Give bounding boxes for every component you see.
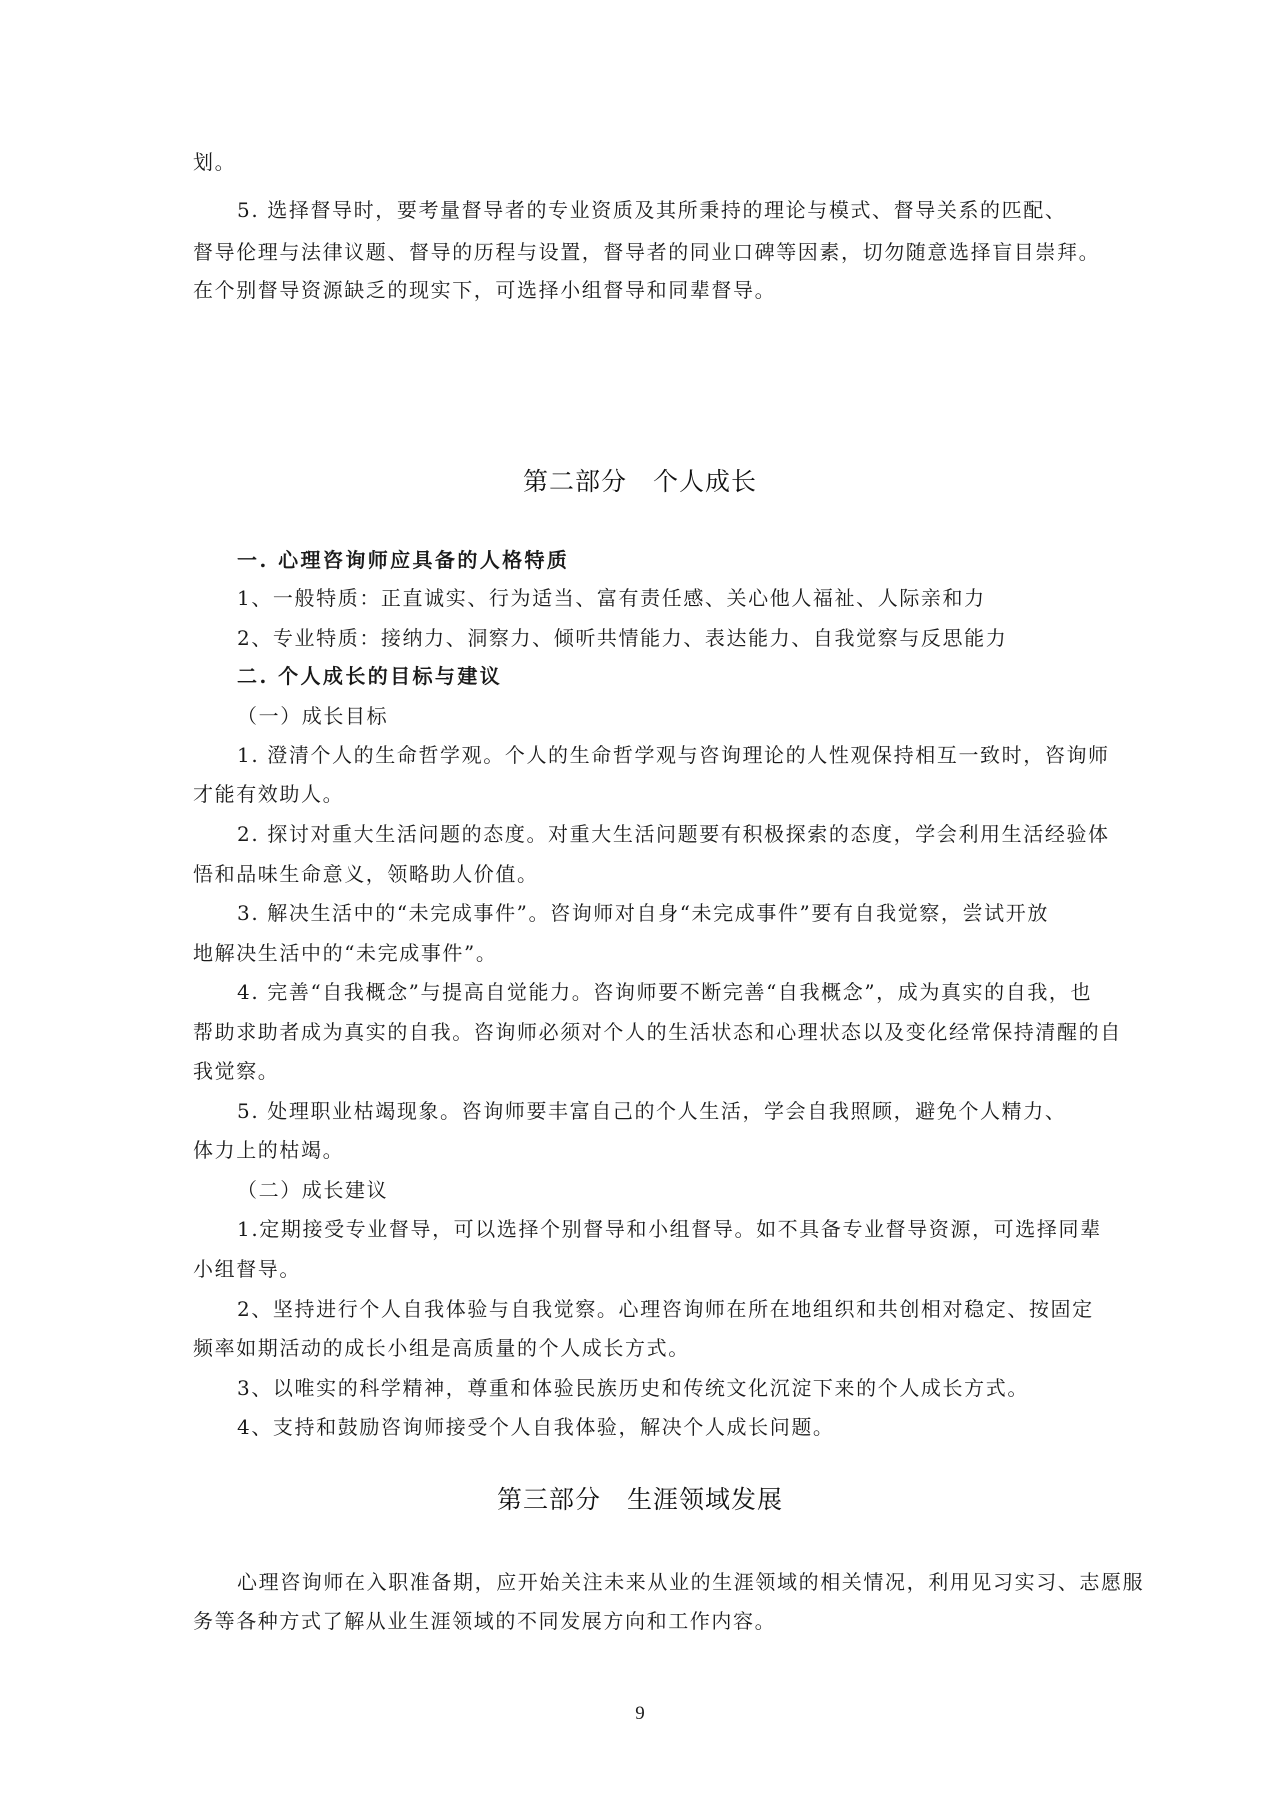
- part1-tail-line: 划。: [193, 150, 237, 174]
- goal4-line1: 4. 完善“自我概念”与提高自觉能力。咨询师要不断完善“自我概念”，成为真实的自我，也: [237, 980, 1093, 1004]
- advice1-line1: 1.定期接受专业督导，可以选择个别督导和小组督导。如不具备专业督导资源，可选择同辈: [237, 1217, 1102, 1241]
- advice1-line2: 小组督导。: [193, 1257, 301, 1281]
- goal3-line2: 地解决生活中的“未完成事件”。: [193, 941, 498, 965]
- part3-title: 第三部分 生涯领域发展: [496, 1485, 783, 1514]
- goal2-line1: 2. 探讨对重大生活问题的态度。对重大生活问题要有积极探索的态度，学会利用生活经验体: [237, 822, 1110, 846]
- goal4-line2: 帮助求助者成为真实的自我。咨询师必须对个人的生活状态和心理状态以及变化经常保持清醒的自: [193, 1020, 1122, 1044]
- goal1-line1: 1. 澄清个人的生命哲学观。个人的生命哲学观与咨询理论的人性观保持相互一致时，咨询师: [237, 743, 1110, 767]
- part1-item5-line1: 5. 选择督导时，要考量督导者的专业资质及其所秉持的理论与模式、督导关系的匹配、: [237, 198, 1067, 222]
- goal1-line2: 才能有效助人。: [193, 782, 345, 806]
- subsection-goals-heading: （一）成长目标: [237, 704, 389, 728]
- goal5-line1: 5. 处理职业枯竭现象。咨询师要丰富自己的个人生活，学会自我照顾，避免个人精力、: [237, 1099, 1067, 1123]
- part1-item5-line2: 督导伦理与法律议题、督导的历程与设置，督导者的同业口碑等因素，切勿随意选择盲目崇拜。: [193, 240, 1101, 264]
- section2-heading: 二. 个人成长的目标与建议: [237, 664, 503, 688]
- goal2-line2: 悟和品味生命意义，领略助人价值。: [193, 862, 539, 886]
- advice2-line1: 2、坚持进行个人自我体验与自我觉察。心理咨询师在所在地组织和共创相对稳定、按固定: [237, 1297, 1094, 1321]
- subsection-advice-heading: （二）成长建议: [237, 1178, 389, 1202]
- part3-paragraph-line1: 心理咨询师在入职准备期，应开始关注未来从业的生涯领域的相关情况，利用见习实习、志愿服: [237, 1570, 1145, 1594]
- goal3-line1: 3. 解决生活中的“未完成事件”。咨询师对自身“未完成事件”要有自我觉察，尝试开放: [237, 901, 1049, 925]
- page-number: 9: [635, 1703, 645, 1724]
- section1-item2: 2、专业特质：接纳力、洞察力、倾听共情能力、表达能力、自我觉察与反思能力: [237, 626, 1008, 650]
- part3-paragraph-line2: 务等各种方式了解从业生涯领域的不同发展方向和工作内容。: [193, 1609, 777, 1633]
- section1-item1: 1、一般特质：正直诚实、行为适当、富有责任感、关心他人福祉、人际亲和力: [237, 586, 986, 610]
- advice2-line2: 频率如期活动的成长小组是高质量的个人成长方式。: [193, 1336, 690, 1360]
- part1-item5-line3: 在个别督导资源缺乏的现实下，可选择小组督导和同辈督导。: [193, 278, 777, 302]
- goal5-line2: 体力上的枯竭。: [193, 1138, 345, 1162]
- part2-title: 第二部分 个人成长: [522, 467, 757, 496]
- advice3: 3、以唯实的科学精神，尊重和体验民族历史和传统文化沉淀下来的个人成长方式。: [237, 1376, 1029, 1400]
- goal4-line3: 我觉察。: [193, 1059, 280, 1083]
- section1-heading: 一. 心理咨询师应具备的人格特质: [237, 548, 570, 572]
- advice4: 4、支持和鼓励咨询师接受个人自我体验，解决个人成长问题。: [237, 1415, 835, 1439]
